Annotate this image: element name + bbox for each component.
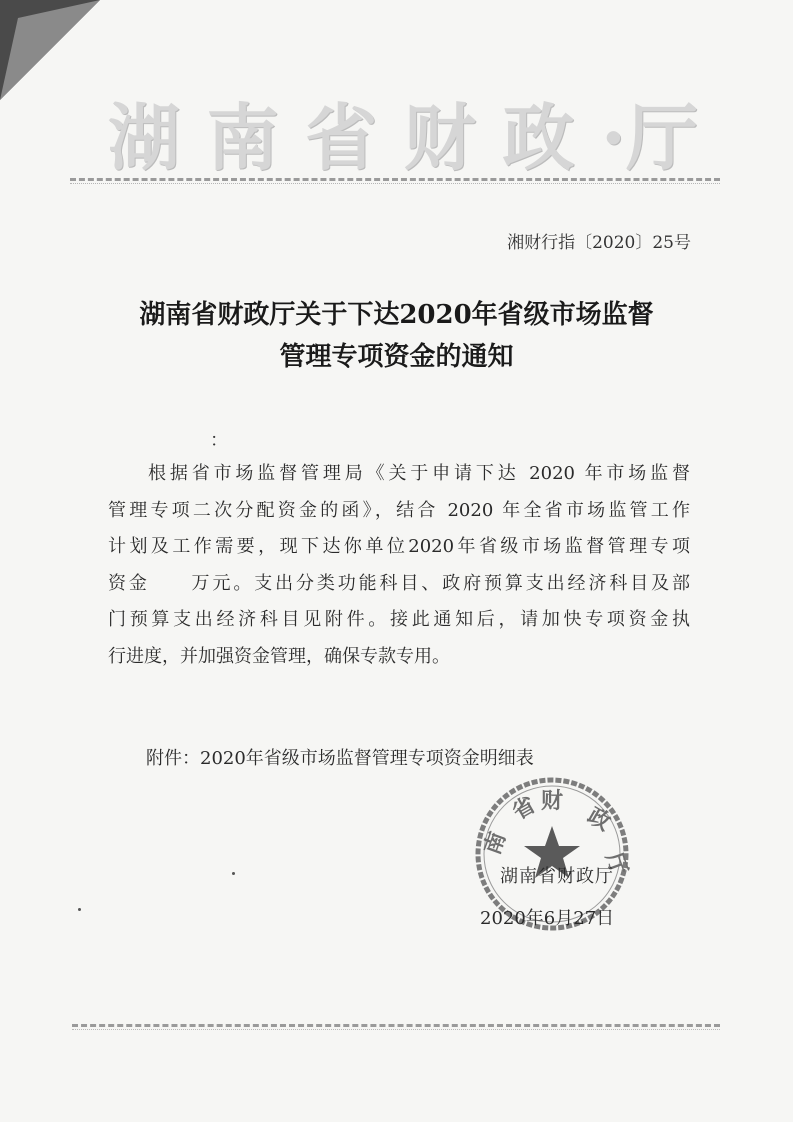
body-line: 行进度，并加强资金管理，确保专款专用。 [108, 645, 450, 667]
signature-organization: 湖南省财政厅 [500, 866, 614, 887]
body-line: 计划及工作需要，现下达你单位2020年省级市场监督管理专项 [108, 536, 690, 557]
svg-text:厅: 厅 [600, 849, 632, 879]
footer-divider-thin [72, 1029, 720, 1030]
letterhead-char: 政 [502, 95, 575, 180]
attachment-note: 附件：2020年省级市场监督管理专项资金明细表 [146, 748, 534, 769]
body-line: 管理专项二次分配资金的函》，结合 2020 年全省市场监管工作 [108, 499, 690, 521]
signature-date: 2020年6月27日 [480, 908, 615, 929]
letterhead-char: 南 [206, 95, 279, 180]
document-title [0, 294, 793, 378]
salutation: ： [210, 430, 228, 451]
letterhead-divider-thin [70, 183, 720, 184]
body-line: 资金 万元。支出分类功能科目、政府预算支出经济科目及部 [108, 572, 690, 594]
document-title-line: 管理专项资金的通知 [279, 342, 514, 372]
svg-text:南: 南 [479, 828, 512, 859]
letterhead-divider [70, 178, 720, 181]
body-line: 门预算支出经济科目见附件。接此通知后，请加快专项资金执 [108, 609, 690, 630]
document-number: 湘财行指〔2020〕25号 [507, 233, 691, 253]
body-paragraph [108, 456, 690, 675]
letterhead-char: 财 [403, 95, 476, 180]
svg-text:省: 省 [508, 791, 541, 826]
scan-speck [78, 908, 81, 911]
svg-text:政: 政 [583, 802, 616, 837]
letterhead-char: ·厅 [600, 95, 698, 180]
svg-text:财: 财 [540, 788, 564, 814]
letterhead-char: 省 [305, 95, 378, 180]
document-title-line: 湖南省财政厅关于下达2020年省级市场监督 [139, 300, 654, 330]
footer-divider [72, 1024, 720, 1027]
scan-corner-fold [0, 0, 100, 100]
letterhead-char: 湖 [108, 95, 181, 180]
body-line: 根据省市场监督管理局《关于申请下达 2020 年市场监督 [148, 463, 690, 484]
scan-speck [232, 872, 235, 875]
letterhead-org-name [108, 86, 698, 178]
